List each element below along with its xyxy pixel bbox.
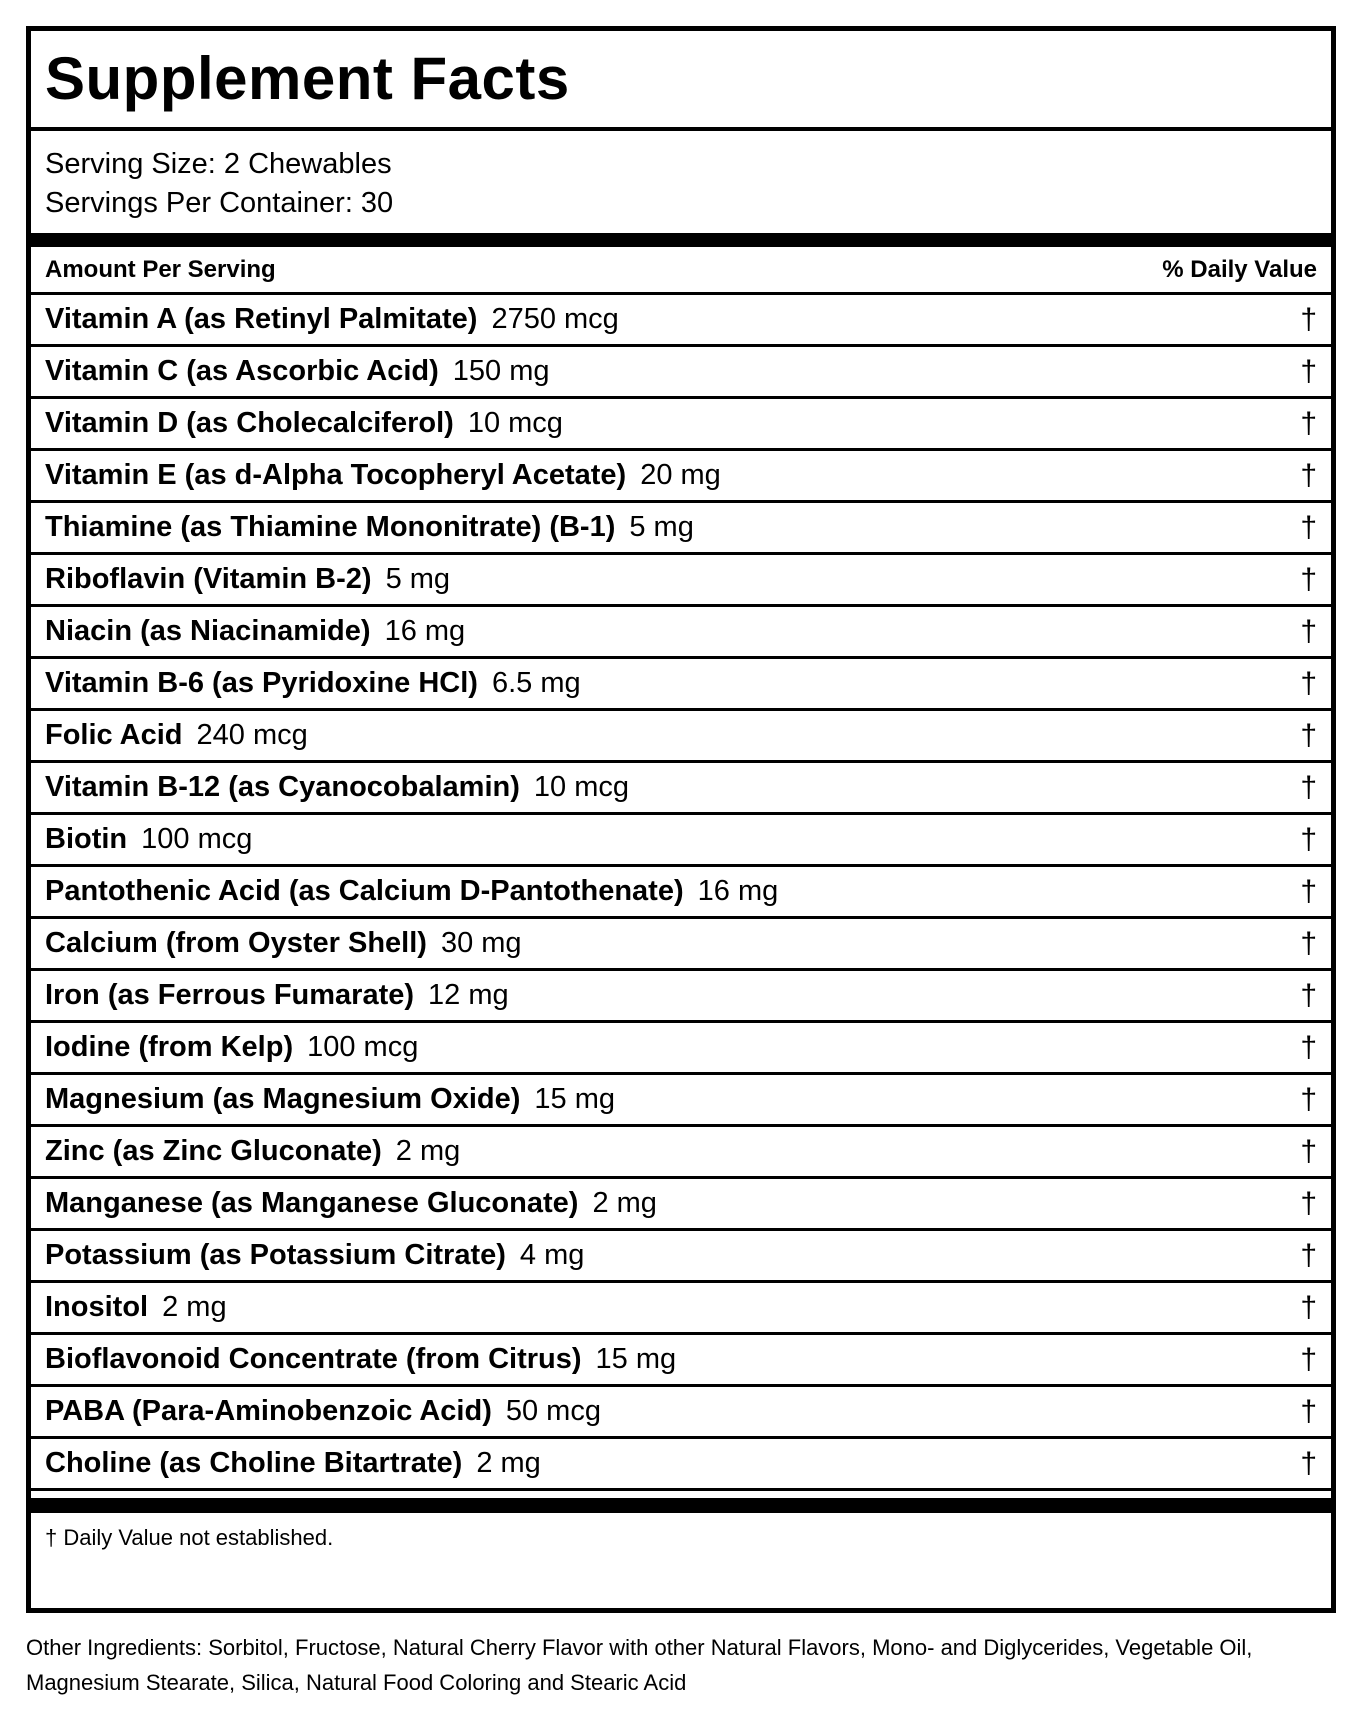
nutrient-label xyxy=(45,1239,584,1272)
nutrient-label xyxy=(45,1187,657,1220)
panel-title: Supplement Facts xyxy=(45,45,570,112)
nutrient-amount: 100 mcg xyxy=(141,823,253,855)
daily-value-dagger: † xyxy=(1300,666,1317,700)
nutrient-name: Vitamin B-12 (as Cyanocobalamin) xyxy=(45,771,520,803)
nutrient-amount: 15 mg xyxy=(534,1083,615,1115)
nutrient-label xyxy=(45,1447,541,1480)
nutrient-name: Bioflavonoid Concentrate (from Citrus) xyxy=(45,1343,582,1375)
daily-value-dagger: † xyxy=(1300,1186,1317,1220)
nutrient-name: Vitamin B-6 (as Pyridoxine HCl) xyxy=(45,667,478,699)
nutrient-label xyxy=(45,719,308,752)
nutrient-name: Calcium (from Oyster Shell) xyxy=(45,927,427,959)
nutrient-amount: 16 mg xyxy=(697,875,779,907)
daily-value-dagger: † xyxy=(1300,562,1317,596)
nutrient-row xyxy=(31,1075,1331,1127)
nutrient-label xyxy=(45,355,550,388)
nutrient-row xyxy=(31,1335,1331,1387)
thick-divider-bottom xyxy=(31,1501,1331,1513)
nutrient-row xyxy=(31,1387,1331,1439)
nutrient-name: Vitamin E (as d-Alpha Tocopheryl Acetate) xyxy=(45,459,627,491)
nutrient-row xyxy=(31,867,1331,919)
daily-value-dagger: † xyxy=(1300,1082,1317,1116)
nutrient-row xyxy=(31,1283,1331,1335)
amount-per-serving-header: Amount Per Serving xyxy=(45,255,276,283)
nutrient-amount: 150 mg xyxy=(452,355,550,387)
nutrient-label xyxy=(45,303,619,336)
daily-value-dagger: † xyxy=(1300,1290,1317,1324)
other-ingredients: Other Ingredients: Sorbitol, Fructose, Natural Cherry Flavor with other Natural Flavors, Mono- and Diglycerides, Vegetable Oil, Magnesium Stearate, Silica, Natural Food Coloring and Stearic Acid xyxy=(26,1635,1253,1695)
nutrient-label xyxy=(45,823,252,856)
nutrient-row xyxy=(31,1439,1331,1491)
nutrient-name: Manganese (as Manganese Gluconate) xyxy=(45,1187,579,1219)
nutrient-amount: 4 mg xyxy=(519,1239,585,1271)
nutrient-amount: 16 mg xyxy=(384,615,466,647)
nutrient-name: Niacin (as Niacinamide) xyxy=(45,615,371,647)
daily-value-dagger: † xyxy=(1300,1446,1317,1480)
nutrient-label xyxy=(45,875,778,908)
nutrient-list xyxy=(31,295,1331,1491)
nutrient-label xyxy=(45,1343,676,1376)
daily-value-dagger: † xyxy=(1300,354,1317,388)
nutrient-name: Zinc (as Zinc Gluconate) xyxy=(45,1135,382,1167)
nutrient-name: Magnesium (as Magnesium Oxide) xyxy=(45,1083,521,1115)
nutrient-name: Iodine (from Kelp) xyxy=(45,1031,294,1063)
nutrient-amount: 6.5 mg xyxy=(491,667,581,699)
nutrient-row xyxy=(31,815,1331,867)
daily-value-dagger: † xyxy=(1300,1342,1317,1376)
nutrient-label xyxy=(45,1083,615,1116)
nutrient-amount: 10 mcg xyxy=(533,771,629,803)
nutrient-amount: 5 mg xyxy=(629,511,694,543)
nutrient-amount: 2 mg xyxy=(395,1135,461,1167)
nutrient-amount: 12 mg xyxy=(428,979,509,1011)
nutrient-name: Vitamin D (as Cholecalciferol) xyxy=(45,407,454,439)
nutrient-name: Pantothenic Acid (as Calcium D-Pantothenate) xyxy=(45,875,684,907)
daily-value-dagger: † xyxy=(1300,510,1317,544)
nutrient-name: Biotin xyxy=(45,823,128,855)
nutrient-row xyxy=(31,1023,1331,1075)
footnote: † Daily Value not established. xyxy=(45,1525,334,1550)
nutrient-row xyxy=(31,399,1331,451)
serving-size: Serving Size: 2 Chewables xyxy=(45,148,392,180)
nutrient-amount: 50 mcg xyxy=(505,1395,601,1427)
nutrient-label xyxy=(45,771,629,804)
daily-value-dagger: † xyxy=(1300,458,1317,492)
nutrient-row xyxy=(31,971,1331,1023)
daily-value-dagger: † xyxy=(1300,1030,1317,1064)
daily-value-dagger: † xyxy=(1300,1134,1317,1168)
nutrient-amount: 10 mcg xyxy=(467,407,563,439)
daily-value-dagger: † xyxy=(1300,874,1317,908)
nutrient-row xyxy=(31,347,1331,399)
nutrient-label xyxy=(45,563,450,596)
nutrient-name: Choline (as Choline Bitartrate) xyxy=(45,1447,463,1479)
nutrient-row xyxy=(31,295,1331,347)
nutrient-name: PABA (Para-Aminobenzoic Acid) xyxy=(45,1395,492,1427)
nutrient-label xyxy=(45,927,522,960)
daily-value-dagger: † xyxy=(1300,822,1317,856)
nutrient-label xyxy=(45,667,581,700)
nutrient-name: Vitamin C (as Ascorbic Acid) xyxy=(45,355,439,387)
nutrient-amount: 30 mg xyxy=(440,927,522,959)
nutrient-amount: 2 mg xyxy=(162,1291,227,1323)
nutrient-amount: 2 mg xyxy=(476,1447,541,1479)
nutrient-row xyxy=(31,451,1331,503)
column-header-row xyxy=(31,247,1331,295)
nutrient-row xyxy=(31,503,1331,555)
nutrient-row xyxy=(31,659,1331,711)
nutrient-name: Potassium (as Potassium Citrate) xyxy=(45,1239,506,1271)
title-row xyxy=(31,31,1331,131)
supplement-facts-panel xyxy=(26,26,1336,1613)
nutrient-row xyxy=(31,919,1331,971)
nutrient-name: Vitamin A (as Retinyl Palmitate) xyxy=(45,303,478,335)
nutrient-name: Thiamine (as Thiamine Mononitrate) (B-1) xyxy=(45,511,616,543)
nutrient-label xyxy=(45,1135,460,1168)
nutrient-label xyxy=(45,459,721,492)
nutrient-amount: 15 mg xyxy=(595,1343,677,1375)
nutrient-name: Folic Acid xyxy=(45,719,183,751)
nutrient-row xyxy=(31,1179,1331,1231)
nutrient-row xyxy=(31,1231,1331,1283)
nutrient-amount: 2750 mcg xyxy=(491,303,619,335)
nutrient-row xyxy=(31,607,1331,659)
serving-info xyxy=(31,131,1331,233)
daily-value-header: % Daily Value xyxy=(1162,255,1317,283)
daily-value-dagger: † xyxy=(1300,406,1317,440)
nutrient-amount: 240 mcg xyxy=(196,719,308,751)
daily-value-dagger: † xyxy=(1300,978,1317,1012)
daily-value-dagger: † xyxy=(1300,926,1317,960)
nutrient-label xyxy=(45,615,465,648)
nutrient-amount: 2 mg xyxy=(592,1187,657,1219)
nutrient-name: Riboflavin (Vitamin B-2) xyxy=(45,563,372,595)
nutrient-label xyxy=(45,1395,601,1428)
nutrient-label xyxy=(45,511,694,544)
nutrient-row xyxy=(31,711,1331,763)
nutrient-row xyxy=(31,763,1331,815)
nutrient-label xyxy=(45,1031,418,1064)
nutrient-label xyxy=(45,1291,227,1324)
daily-value-dagger: † xyxy=(1300,302,1317,336)
nutrient-row xyxy=(31,555,1331,607)
nutrient-amount: 20 mg xyxy=(640,459,721,491)
daily-value-dagger: † xyxy=(1300,1394,1317,1428)
nutrient-name: Iron (as Ferrous Fumarate) xyxy=(45,979,415,1011)
thick-divider xyxy=(31,233,1331,247)
nutrient-row xyxy=(31,1127,1331,1179)
servings-per-container: Servings Per Container: 30 xyxy=(45,187,394,219)
nutrient-amount: 100 mcg xyxy=(307,1031,419,1063)
daily-value-dagger: † xyxy=(1300,614,1317,648)
nutrient-label xyxy=(45,979,509,1012)
daily-value-dagger: † xyxy=(1300,1238,1317,1272)
nutrient-label xyxy=(45,407,563,440)
nutrient-name: Inositol xyxy=(45,1291,149,1323)
nutrient-amount: 5 mg xyxy=(385,563,451,595)
daily-value-dagger: † xyxy=(1300,770,1317,804)
daily-value-dagger: † xyxy=(1300,718,1317,752)
spacer-row xyxy=(31,1491,1331,1501)
